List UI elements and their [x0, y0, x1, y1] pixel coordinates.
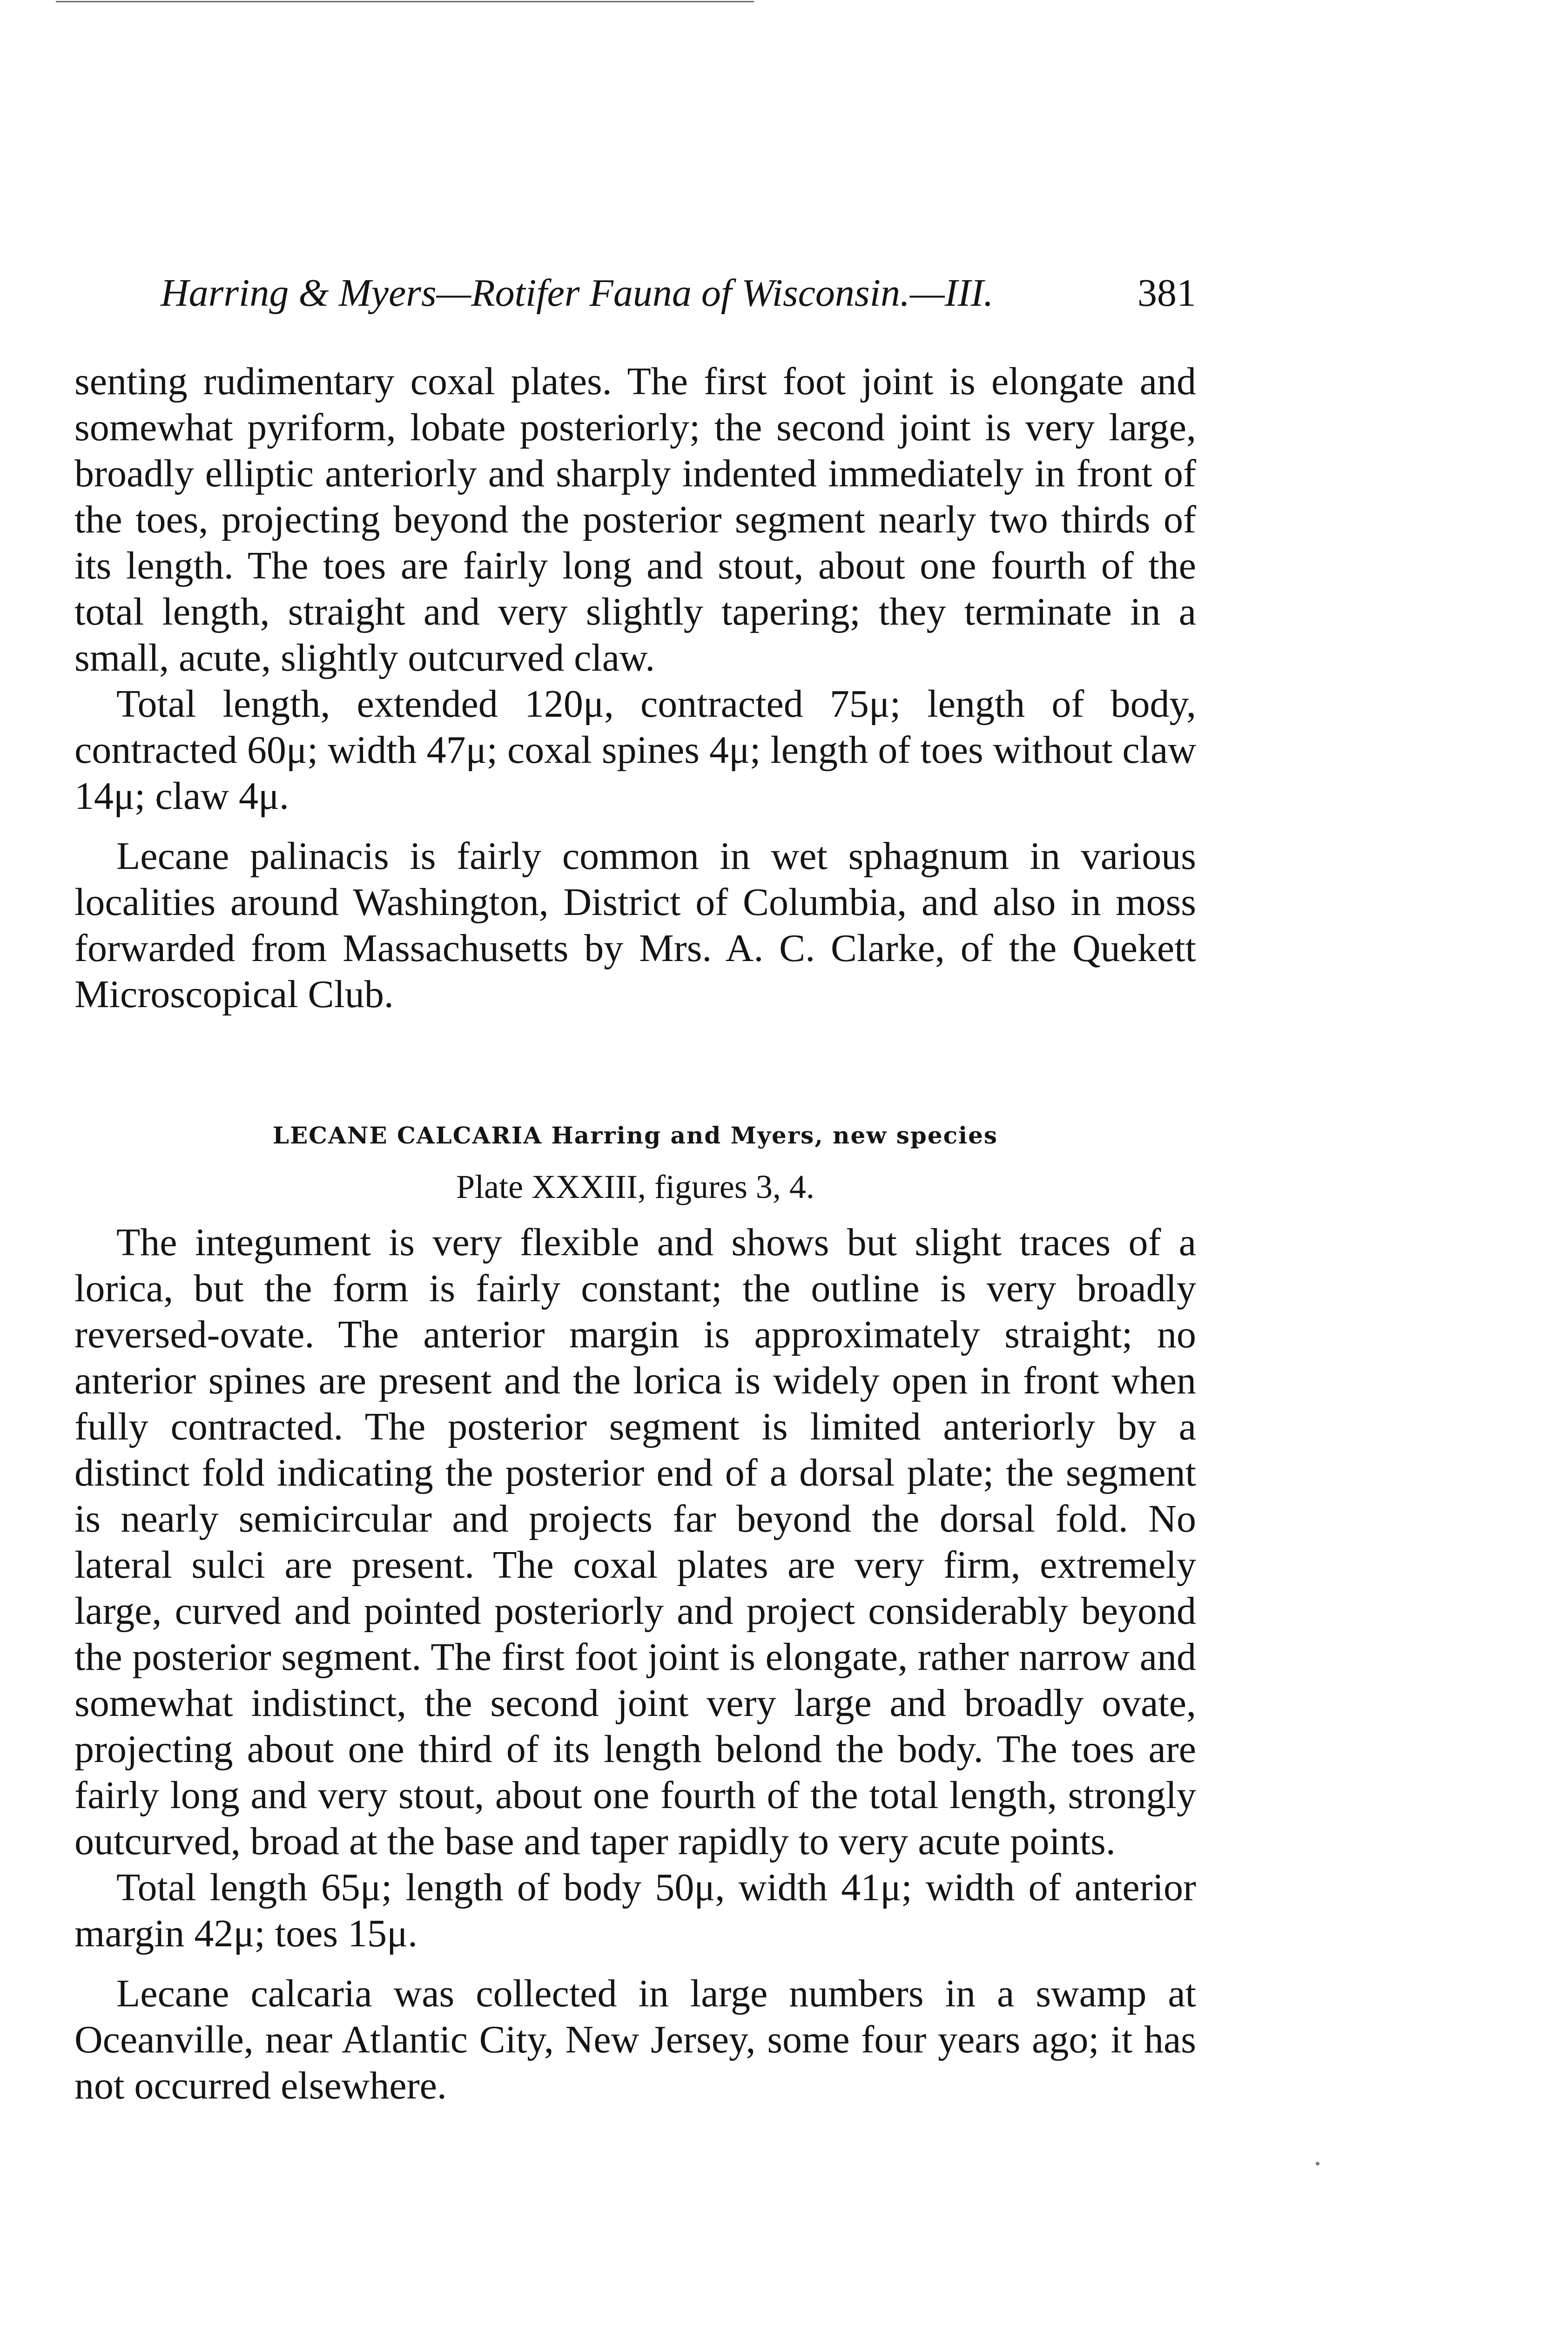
plate-reference: Plate XXXIII, figures 3, 4.	[456, 1168, 814, 1205]
scan-edge-line	[56, 1, 754, 2]
text-block-lower	[74, 1219, 1196, 2109]
paragraph-description: The integument is very flexible and shows but slight traces of a lorica, but the form is fairly constant; the outline is very broadly reversed-ovate. The anterior margin is approximately straight; no anterior spines are present and the lorica is widely open in front when fully contracted. The posterior segment is limited anteriorly by a distinct fold indicating the posterior end of a dorsal plate; the segment is nearly semicircular and projects far beyond the dorsal fold. No lateral sulci are present. The coxal plates are very firm, extremely large, curved and pointed posteriorly and project considerably beyond the posterior segment. The first foot joint is elongate, rather narrow and somewhat indistinct, the second joint very large and broadly ovate, projecting about one third of its length belond the body. The toes are fairly long and very stout, about one fourth of the total length, strongly outcurved, broad at the base and taper rapidly to very acute points.	[74, 1221, 1196, 1863]
scan-speck	[1316, 2162, 1319, 2166]
text-block-upper	[74, 358, 1196, 1017]
paragraph-distribution: Lecane calcaria was collected in large numbers in a swamp at Oceanville, near Atlantic City, New Jersey, some four years ago; it has not occurred elsewhere.	[74, 1972, 1196, 2107]
page-number: 381	[1137, 271, 1196, 315]
section-heading: LECANE CALCARIA Harring and Myers, new species	[272, 1122, 998, 1149]
paragraph-distribution: Lecane palinacis is fairly common in wet sphagnum in various localities around Washington, District of Columbia, and also in moss forwarded from Massachusetts by Mrs. A. C. Clarke, of the Quekett Microscopical Club.	[74, 834, 1196, 1016]
page-header	[161, 268, 1196, 319]
paragraph-description-continued: senting rudimentary coxal plates. The first foot joint is elongate and somewhat pyriform, lobate posteriorly; the second joint is very large, broadly elliptic anteriorly and sharply indented immediately in front of the toes, projecting beyond the posterior segment nearly two thirds of its length. The toes are fairly long and stout, about one fourth of the total length, straight and very slightly tapering; they terminate in a small, acute, slightly outcurved claw.	[74, 360, 1196, 679]
paragraph-measurements: Total length 65μ; length of body 50μ, width 41μ; width of anterior margin 42μ; toes 15μ.	[74, 1866, 1196, 1955]
paragraph-measurements: Total length, extended 120μ, contracted 75μ; length of body, contracted 60μ; width 47μ; coxal spines 4μ; length of toes without claw 14μ; claw 4μ.	[74, 682, 1196, 818]
running-title: Harring & Myers—Rotifer Fauna of Wisconsin.—III.	[161, 271, 994, 315]
